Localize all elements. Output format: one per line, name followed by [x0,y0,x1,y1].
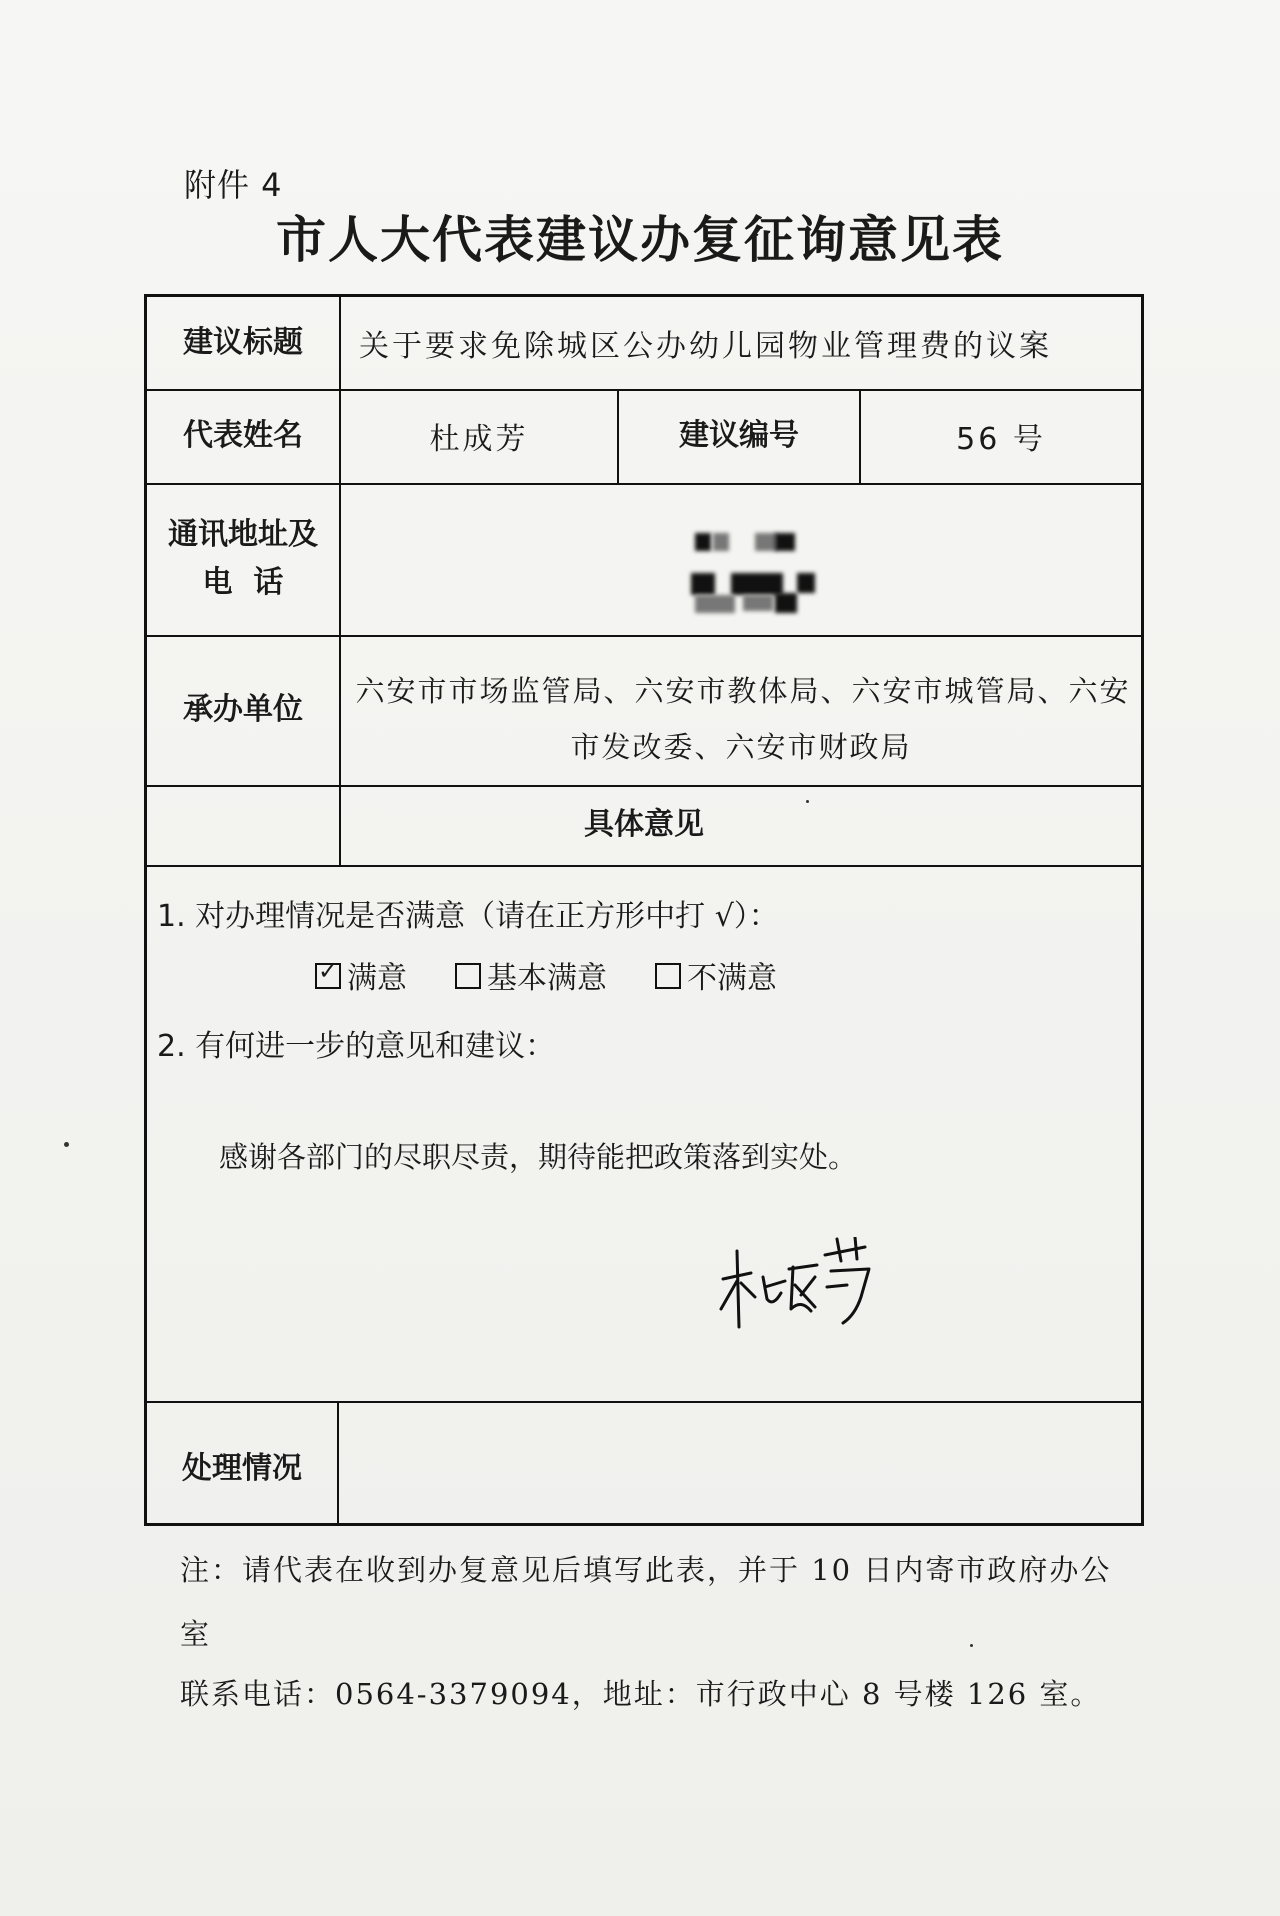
option-basically-satisfied-label: 基本满意 [487,961,607,996]
question-satisfaction: 1. 对办理情况是否满意（请在正方形中打 √）： [157,899,779,934]
contact-label-line2: 电 话 [202,565,284,600]
question-suggestions: 2. 有何进一步的意见和建议： [157,1029,556,1064]
topic-value: 关于要求免除城区公办幼儿园物业管理费的议案 [359,329,1052,364]
checked-checkbox-icon[interactable] [315,963,341,989]
unit-label: 承办单位 [183,692,303,727]
paper-speck [970,1644,973,1647]
opinion-header: 具体意见 [584,807,704,842]
handwritten-signature [715,1237,885,1337]
name-label: 代表姓名 [183,418,303,453]
note-line-2: 室 [180,1617,212,1651]
number-label: 建议编号 [679,418,799,453]
name-value: 杜成芳 [429,422,529,457]
checkbox-icon[interactable] [655,963,681,989]
unit-value [341,635,1141,785]
option-satisfied[interactable] [315,953,407,997]
feedback-text: 感谢各部门的尽职尽责，期待能把政策落到实处。 [219,1140,858,1174]
note-contact-line: 联系电话：0564-3379094，地址：市行政中心 8 号楼 126 室。 [180,1677,1102,1711]
unit-value-line2: 市发改委、六安市财政局 [570,730,912,764]
contact-label [147,483,339,635]
option-basically-satisfied[interactable] [455,953,607,997]
attachment-label: 附件 4 [184,166,283,204]
topic-label: 建议标题 [183,325,303,360]
unit-value-line1: 六安市市场监管局、六安市教体局、六安市城管局、六安 [355,674,1131,708]
contact-label-line1: 通讯地址及 [168,517,318,552]
paper-speck [64,1142,69,1147]
paper-speck [806,800,809,803]
option-satisfied-label: 满意 [347,961,407,996]
page-title: 市人大代表建议办复征询意见表 [276,210,1004,269]
option-not-satisfied-label: 不满意 [687,961,777,996]
handling-label: 处理情况 [182,1451,302,1486]
number-value: 56 号 [956,422,1046,457]
note-line-1: 注：请代表在收到办复意见后填写此表，并于 10 日内寄市政府办公 [180,1553,1112,1587]
satisfaction-options [315,953,777,997]
option-not-satisfied[interactable] [655,953,777,997]
checkbox-icon[interactable] [455,963,481,989]
opinion-form-table [144,294,1144,1526]
